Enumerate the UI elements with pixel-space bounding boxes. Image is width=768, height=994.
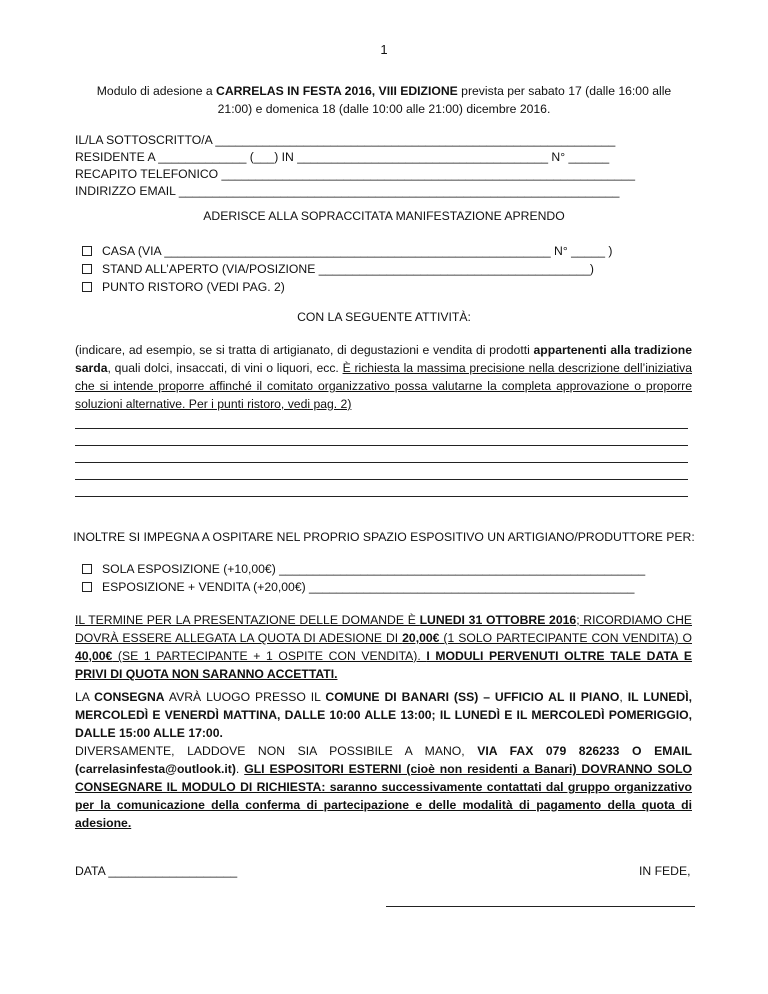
option-casa[interactable]: CASA (VIA _________________________________________________________ N° _____ ) xyxy=(82,242,612,260)
signature-line[interactable] xyxy=(386,906,695,907)
page-number: 1 xyxy=(380,42,388,57)
option-sola-esposizione[interactable]: SOLA ESPOSIZIONE (+10,00€) ______________________________________________________ xyxy=(82,560,645,578)
checkbox-icon[interactable] xyxy=(82,264,92,274)
consegna-paragraph: LA CONSEGNA AVRÀ LUOGO PRESSO IL COMUNE DI BANARI (SS) – UFFICIO AL II PIANO, IL LUNEDÌ, MERCOLEDÌ E VENERDÌ MATTINA, DALLE 10:00 ALLE 13:00; IL LUNEDÌ E IL MERCOLEDÌ POMERIGGIO, DALLE 15:00 ALLE 17:00. DIVERSAMENTE, LADDOVE NON SIA POSSIBILE A MANO, VIA FAX 079 826233 O EMAIL (carrelasinfesta@outlook.it). GLI ESPOSITORI ESTERNI (cioè non residenti a Banari) DOVRANNO SOLO CONSEGNARE IL MODULO DI RICHIESTA: saranno successivamente contattati dal gruppo organizzativo per la comunicazione della conferma di partecipazione e delle modalità di pagamento della quota di adesione. xyxy=(75,690,692,830)
attivita-note: (indicare, ad esempio, se si tratta di artigianato, di degustazioni e vendita di prodotti appartenenti alla tradizione sarda, quali dolci, insaccati, di vini o liquori, ecc. È richiesta la massima precisione nella descrizione dell’iniziativa che si intende proporre affinché il comitato organizzativo possa valutarne la completa approvazione o proporre soluzioni alternative. Per i punti ristoro, vedi pag. 2) xyxy=(75,343,692,411)
checkbox-icon[interactable] xyxy=(82,582,92,592)
data-field[interactable]: DATA ___________________ xyxy=(75,864,238,878)
option-stand[interactable]: STAND ALL’APERTO (VIA/POSIZIONE ________________________________________) xyxy=(82,260,612,278)
option-esposizione-vendita[interactable]: ESPOSIZIONE + VENDITA (+20,00€) ________________________________________________ xyxy=(82,578,645,596)
exposition-options xyxy=(82,560,645,596)
activity-line[interactable] xyxy=(75,496,688,497)
checkbox-icon[interactable] xyxy=(82,564,92,574)
intro-text: Modulo di adesione a xyxy=(96,84,217,98)
activity-line[interactable] xyxy=(75,445,688,446)
checkbox-icon[interactable] xyxy=(82,246,92,256)
aderisce-heading: ADERISCE ALLA SOPRACCITATA MANIFESTAZIONE APRENDO xyxy=(203,209,565,223)
event-name: CARRELAS IN FESTA 2016, VIII EDIZIONE xyxy=(216,84,458,98)
personal-fields xyxy=(75,132,635,200)
inoltre-heading: INOLTRE SI IMPEGNA A OSPITARE NEL PROPRIO SPAZIO ESPOSITIVO UN ARTIGIANO/PRODUTTORE PER: xyxy=(73,530,695,544)
activity-line[interactable] xyxy=(75,428,688,429)
intro-paragraph xyxy=(86,82,682,118)
activity-line[interactable] xyxy=(75,462,688,463)
intro-dates: prevista per sabato 17 (dalle 16:00 alle 21:00) e domenica 18 (dalle 10:00 alle 21:00) dicembre 2016. xyxy=(217,84,672,116)
field-sottoscritto[interactable]: IL/LA SOTTOSCRITTO/A ___________________________________________________________ xyxy=(75,133,616,147)
in-fede-label: IN FEDE, xyxy=(639,864,691,878)
option-ristoro[interactable]: PUNTO RISTORO (VEDI PAG. 2) xyxy=(82,278,612,296)
activity-line[interactable] xyxy=(75,479,688,480)
field-email[interactable]: INDIRIZZO EMAIL _________________________________________________________________ xyxy=(75,184,620,198)
checkbox-icon[interactable] xyxy=(82,282,92,292)
termine-paragraph: IL TERMINE PER LA PRESENTAZIONE DELLE DOMANDE È LUNEDI 31 OTTOBRE 2016; RICORDIAMO CHE DOVRÀ ESSERE ALLEGATA LA QUOTA DI ADESIONE DI 20,00€ (1 SOLO PARTECIPANTE CON VENDITA) O 40,00€ (SE 1 PARTECIPANTE + 1 OSPITE CON VENDITA). I MODULI PERVENUTI OLTRE TALE DATA E PRIVI DI QUOTA NON SARANNO ACCETTATI. xyxy=(75,613,692,681)
field-residente[interactable]: RESIDENTE A _____________ (___) IN _____________________________________ N° ______ xyxy=(75,150,610,164)
location-options xyxy=(82,242,612,296)
field-telefono[interactable]: RECAPITO TELEFONICO _____________________________________________________________ xyxy=(75,167,635,181)
attivita-heading: CON LA SEGUENTE ATTIVITÀ: xyxy=(297,310,471,324)
